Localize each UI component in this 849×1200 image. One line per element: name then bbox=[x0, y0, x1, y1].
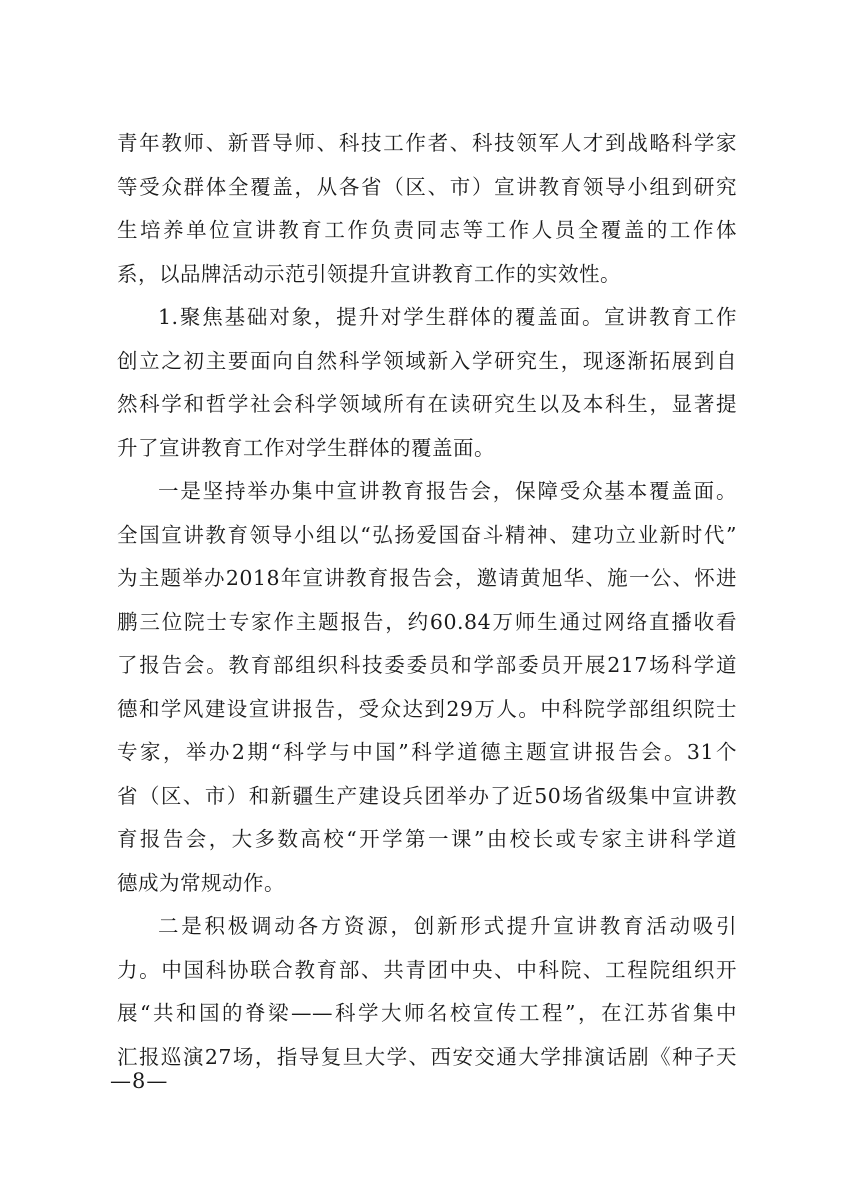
text-line: 德和学风建设宣讲报告，受众达到29万人。中科院学部组织院士 bbox=[117, 696, 737, 721]
text-line: 青年教师、新晋导师、科技工作者、科技领军人才到战略科学家 bbox=[117, 131, 737, 155]
text-line: 展“共和国的脊梁——科学大师名校宣传工程”，在江苏省集中 bbox=[117, 1001, 737, 1025]
text-line: 全国宣讲教育领导小组以“弘扬爱国奋斗精神、建功立业新时代” bbox=[117, 522, 737, 547]
paragraph-3 bbox=[117, 470, 737, 905]
text-line: 鹏三位院士专家作主题报告，约60.84万师生通过网络直播收看 bbox=[117, 609, 737, 634]
text-line: 省（区、市）和新疆生产建设兵团举办了近50场省级集中宣讲教 bbox=[117, 783, 737, 808]
text-line: 一是坚持举办集中宣讲教育报告会，保障受众基本覆盖面。 bbox=[158, 479, 737, 503]
paragraph-2 bbox=[117, 296, 737, 470]
text-line: 为主题举办2018年宣讲教育报告会，邀请黄旭华、施一公、怀进 bbox=[117, 566, 737, 590]
text-line: 专家，举办2期“科学与中国”科学道德主题宣讲报告会。31个 bbox=[117, 740, 737, 764]
text-line: 系，以品牌活动示范引领提升宣讲教育工作的实效性。 bbox=[117, 261, 621, 286]
text-line: 升了宣讲教育工作对学生群体的覆盖面。 bbox=[117, 435, 495, 460]
text-line: 力。中国科协联合教育部、共青团中央、中科院、工程院组织开 bbox=[117, 957, 737, 982]
text-line: 育报告会，大多数高校“开学第一课”由校长或专家主讲科学道 bbox=[117, 827, 737, 851]
text-line: 二是积极调动各方资源，创新形式提升宣讲教育活动吸引 bbox=[158, 914, 737, 938]
text-line: 然科学和哲学社会科学领域所有在读研究生以及本科生，显著提 bbox=[117, 392, 737, 416]
text-line: 生培养单位宣讲教育工作负责同志等工作人员全覆盖的工作体 bbox=[117, 218, 737, 242]
text-line: 德成为常规动作。 bbox=[117, 870, 285, 895]
paragraph-1 bbox=[117, 122, 737, 296]
text-line: 等受众群体全覆盖，从各省（区、市）宣讲教育领导小组到研究 bbox=[117, 174, 737, 199]
text-line: 汇报巡演27场，指导复旦大学、西安交通大学排演话剧《种子天 bbox=[117, 1044, 737, 1069]
text-line: 创立之初主要面向自然科学领域新入学研究生，现逐渐拓展到自 bbox=[117, 348, 737, 373]
page-number: —8— bbox=[110, 1069, 169, 1093]
text-line: 1.聚焦基础对象，提升对学生群体的覆盖面。宣讲教育工作 bbox=[158, 305, 737, 329]
body-text bbox=[117, 122, 737, 1079]
paragraph-4 bbox=[117, 905, 737, 1079]
text-line: 了报告会。教育部组织科技委委员和学部委员开展217场科学道 bbox=[117, 653, 737, 677]
